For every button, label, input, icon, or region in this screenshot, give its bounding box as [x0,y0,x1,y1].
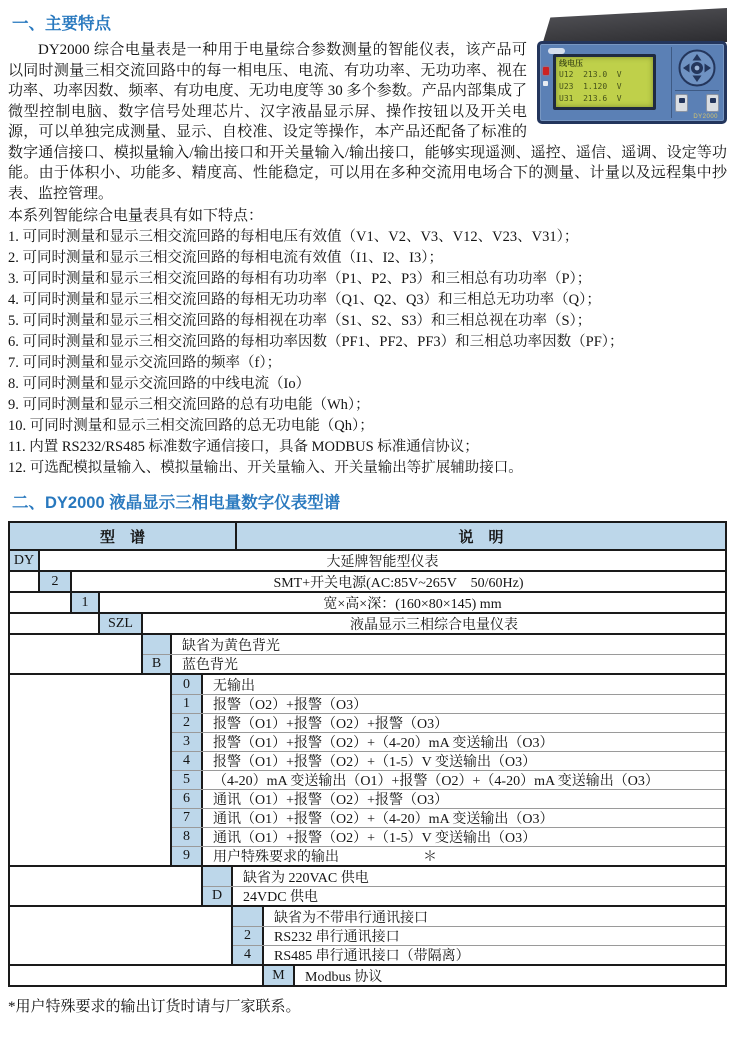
feature-item: 10. 可同时测量和显示三相交流回路的总无功电能（Qh）； [8,418,374,434]
indent-spacer [10,966,264,985]
model-desc-cell: （4-20）mA 变送输出（O1）+报警（O2）+（4-20）mA 变送输出（O3） [213,774,659,789]
model-desc-cell: Modbus 协议 [305,969,383,985]
product-photo [537,8,727,124]
table-row [143,654,725,673]
lcd-screen [553,54,656,110]
model-desc-cell: 报警（O1）+报警（O2）+报警（O3） [213,717,449,732]
feature-item: 5. 可同时测量和显示三相交流回路的每相视在功率（S1、S2、S3）和三相总视在功率（S）； [8,313,592,329]
model-code-cell: 1 [72,593,100,612]
lcd-title: 线电压 [559,59,583,68]
table-row [233,926,725,945]
model-desc-cell: 缺省为黄色背光 [182,638,280,654]
table-row [172,770,725,789]
status-led [543,81,548,86]
table-row [172,789,725,808]
device-front-panel [537,41,727,124]
feature-item: 4. 可同时测量和显示三相交流回路的每相无功功率（Q1、Q2、Q3）和三相总无功功率（Q）； [8,292,601,308]
feature-item: 8. 可同时测量和显示交流回路的中线电流（Io） [8,376,311,392]
table-row [172,713,725,732]
model-desc-cell: 用户特殊要求的输出 ＊ [213,850,437,865]
feature-item: 2. 可同时测量和显示三相交流回路的每相电流有效值（I1、I2、I3）； [8,250,443,266]
device-button [706,94,719,112]
feature-item: 12. 可选配模拟量输入、模拟量输出、开关量输入、开关量输出等扩展辅助接口。 [8,460,523,476]
model-code-cell: DY [10,551,40,570]
model-desc-cell: 大延牌智能型仪表 [326,554,439,570]
table-header-row [10,523,725,549]
model-desc-cell: 通讯（O1）+报警（O2）+报警（O3） [213,793,449,808]
model-desc-cell: 缺省为 220VAC 供电 [243,870,369,886]
model-code-cell [143,635,172,654]
model-desc-cell: 无输出 [213,678,255,694]
table-group [10,591,725,612]
model-code-cell: SZL [100,614,143,633]
model-code-cell: 3 [172,733,203,751]
model-code-cell: 7 [172,809,203,827]
feature-item: 11. 内置 RS232/RS485 标准数字通信接口，具备 MODBUS 标准通信协议； [8,439,479,455]
feature-item: 3. 可同时测量和显示三相交流回路的每相有功功率（P1、P2、P3）和三相总有功功率（P）； [8,271,592,287]
model-table [8,521,727,987]
device-keys [675,90,719,112]
table-row [233,945,725,964]
table-row [264,966,725,985]
model-code-cell: M [264,966,295,985]
model-desc-cell: RS232 串行通讯接口 [274,930,400,945]
model-code-cell: 6 [172,790,203,808]
model-code-cell: 0 [172,675,203,694]
table-row [203,886,725,905]
table-group [10,964,725,985]
indent-spacer [10,907,233,964]
table-row [72,593,725,612]
device-controls [671,47,721,118]
indent-spacer [10,593,72,612]
indent-spacer [10,635,143,673]
section2-heading: 二、DY2000 液晶显示三相电量数字仪表型谱 [12,494,341,512]
indent-spacer [10,675,172,865]
device-button [675,94,688,112]
table-group [10,549,725,570]
table-group [10,865,725,905]
model-code-cell [203,867,233,886]
table-group [10,905,725,964]
table-group [10,633,725,673]
model-code-cell: 4 [172,752,203,770]
table-row [172,846,725,865]
table-row [172,732,725,751]
col-header-model: 型 谱 [10,523,237,549]
table-row [203,867,725,886]
model-code-cell: D [203,887,233,905]
table-row [10,551,725,570]
table-row [172,675,725,694]
model-desc-cell: 缺省为不带串行通讯接口 [274,910,428,926]
table-row [40,572,725,591]
table-group [10,570,725,591]
model-code-cell: 2 [233,927,264,945]
table-row [172,827,725,846]
table-row [100,614,725,633]
lcd-readings [559,69,650,105]
table-row [172,751,725,770]
model-desc-cell: 宽×高×深：(160×80×145) mm [323,596,502,612]
model-code-cell: 8 [172,828,203,846]
intro-paragraph: DY2000 综合电量表是一种用于电量综合参数测量的智能仪表，该产品可以同时测量三相交流回路中的每一相电压、电流、有功功率、无功功率、视在功率、功率因数、频率、有功电度、无功电度等 30 多个参数。产品内部集成了微型控制电脑、数字信号处理芯片、汉字液晶显示屏、操作按钮以及开关电源，可以单独完成测量、显示、自校准、设定等操作，本产品还配备了标准的数字通信接口、模拟量输入/输出接口和开关量输入/输出接口，能够实现遥测、遥控、遥信、遥调、设定等功能。由于体积小、功能多、精度高、性能稳定，可以用在多种交流用电场合下的测量、计量以及远程集中抄表、监控管理。 [8,42,727,202]
indent-spacer [10,867,203,905]
dpad-icon [678,49,716,87]
model-code-cell: 5 [172,771,203,789]
model-desc-cell: 24VDC 供电 [243,890,319,905]
feature-item: 6. 可同时测量和显示三相交流回路的每相功率因数（PF1、PF2、PF3）和三相总功率因数（PF）； [8,334,624,350]
feature-item: 7. 可同时测量和显示交流回路的频率（f）； [8,355,282,371]
device-top-case [543,8,727,42]
indent-spacer [10,614,100,633]
table-group [10,673,725,865]
model-desc-cell: 液晶显示三相综合电量仪表 [350,617,518,633]
model-code-cell: 2 [172,714,203,732]
table-row [172,694,725,713]
table-row [143,635,725,654]
table-row [233,907,725,926]
model-code-cell: 1 [172,695,203,713]
indent-spacer [10,572,40,591]
features-list [8,227,727,479]
lcd-line: U23 1.120 V [559,82,622,91]
feature-item: 9. 可同时测量和显示三相交流回路的总有功电能（Wh）； [8,397,370,413]
model-desc-cell: 报警（O2）+报警（O3） [213,698,368,713]
model-desc-cell: RS485 串行通讯接口（带隔离） [274,949,470,964]
lcd-line: U12 213.0 V [559,70,622,79]
model-desc-cell: 通讯（O1）+报警（O2）+（1-5）V 变送输出（O3） [213,831,537,846]
col-header-description: 说 明 [458,529,504,546]
power-led [543,67,549,75]
footnote: *用户特殊要求的输出订货时请与厂家联系。 [8,999,301,1015]
section1-heading: 一、主要特点 [12,15,111,33]
model-desc-cell: 蓝色背光 [182,658,238,673]
feature-item: 1. 可同时测量和显示三相交流回路的每相电压有效值（V1、V2、V3、V12、V23、V31）； [8,229,579,245]
model-desc-cell: 报警（O1）+报警（O2）+（4-20）mA 变送输出（O3） [213,736,554,751]
model-desc-cell: 通讯（O1）+报警（O2）+（4-20）mA 变送输出（O3） [213,812,554,827]
model-code-cell: 9 [172,847,203,865]
model-desc-cell: SMT+开关电源(AC:85V~265V 50/60Hz) [273,575,524,591]
model-code-cell: 4 [233,946,264,964]
model-code-cell: 2 [40,572,72,591]
device-model-label: DY2000 [693,114,718,120]
features-intro: 本系列智能综合电量表具有如下特点： [8,208,264,224]
model-code-cell: B [143,655,172,673]
lcd-line: U31 213.6 V [559,94,622,103]
table-group [10,612,725,633]
model-desc-cell: 报警（O1）+报警（O2）+（1-5）V 变送输出（O3） [213,755,537,770]
table-row [172,808,725,827]
model-code-cell [233,907,264,926]
